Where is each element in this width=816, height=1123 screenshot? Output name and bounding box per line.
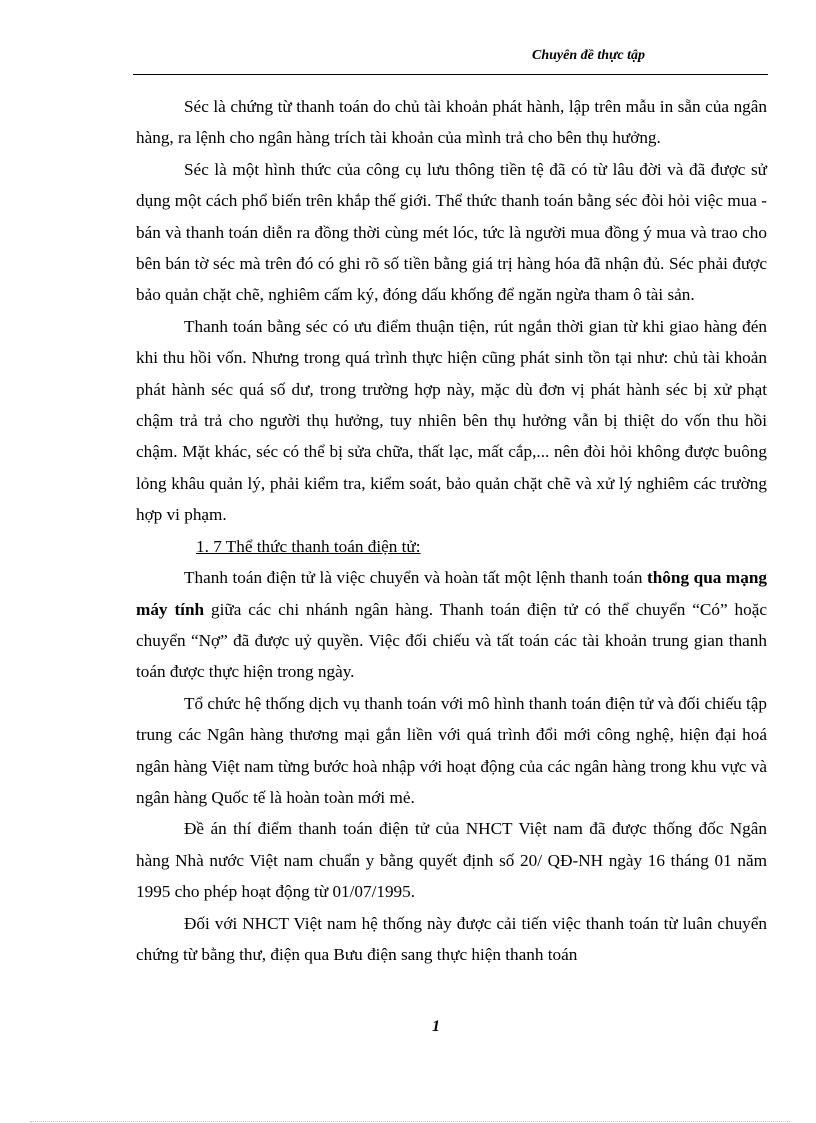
page-header: Chuyên đề thực tập — [532, 48, 646, 63]
text-segment: Thanh toán điện tử là việc chuyển và hoàn tất một lệnh thanh toán — [184, 568, 648, 588]
paragraph-cheque-definition: Séc là chứng từ thanh toán do chủ tài khoản phát hành, lập trên mẫu in sẵn của ngân hàng, ra lệnh cho ngân hàng trích tài khoản của mình trả cho bên thụ hưởng. — [136, 97, 767, 148]
section-heading — [136, 531, 767, 562]
paragraph-cheque-pros-cons: Thanh toán bằng séc có ưu điểm thuận tiện, rút ngắn thời gian từ khi giao hàng đén khi thu hồi vốn. Nhưng trong quá trình thực hiện cũng phát sinh tồn tại như: chủ tài khoản phát hành séc quá số dư, trong trường hợp này, mặc dù đơn vị phát hành séc bị xử phạt chậm trả trả cho người thụ hưởng, tuy nhiên bên thụ hưởng vẫn bị thiệt do vốn thu hồi chậm. Mặt khác, séc có thể bị sửa chữa, thất lạc, mất cắp,... nên đòi hỏi không được buông lỏng khâu quản lý, phải kiểm tra, kiểm soát, bảo quản chặt chẽ và xử lý nghiêm các trường hợp vi phạm. — [136, 316, 767, 525]
page-bottom-edge — [30, 1121, 790, 1122]
header-rule — [133, 74, 768, 75]
page-number: 1 — [432, 1018, 440, 1035]
bold-phrase: thông qua mạng máy tính — [136, 568, 767, 619]
paragraph-electronic-nhct: Đối với NHCT Việt nam hệ thống này được cải tiến việc thanh toán từ luân chuyển chứng từ bằng thư, điện qua Bưu điện sang thực hiện thanh toán — [136, 913, 767, 964]
document-body — [136, 91, 767, 970]
paragraph-cheque-usage: Séc là một hình thức của công cụ lưu thông tiền tệ đã có từ lâu đời và đã được sử dụng một cách phổ biến trên khắp thế giới. Thể thức thanh toán bằng séc đòi hỏi việc mua - bán và thanh toán diễn ra đồng thời cùng mét lóc, tức là người mua đồng ý mua và trao cho bên bán tờ séc mà trên đó có ghi rõ số tiền bằng giá trị hàng hóa đã nhận đủ. Séc phải được bảo quản chặt chẽ, nghiêm cấm ký, đóng dấu khống để ngăn ngừa tham ô tài sản. — [136, 159, 767, 305]
paragraph-electronic-system: Tổ chức hệ thống dịch vụ thanh toán với mô hình thanh toán điện tử và đối chiếu tập trung các Ngân hàng thương mại gắn liền với quá trình đổi mới công nghệ, hiện đại hoá ngân hàng Việt nam từng bước hoà nhập với hoạt động của các ngân hàng trong khu vực và ngân hàng Quốc tế là hoàn toàn mới mẻ. — [136, 693, 767, 807]
text-segment: giữa các chi nhánh ngân hàng. Thanh toán điện tử có thể chuyển “Có” hoặc chuyển “Nợ” đã được uỷ quyền. Việc đối chiếu và tất toán các tài khoản trung gian thanh toán được thực hiện trong ngày. — [136, 599, 767, 682]
paragraph-electronic-pilot: Đề án thí điểm thanh toán điện tử của NHCT Việt nam đã được thống đốc Ngân hàng Nhà nước Việt nam chuẩn y bằng quyết định số 20/ QĐ-NH ngày 16 tháng 01 năm 1995 cho phép hoạt động từ 01/07/1995. — [136, 819, 767, 902]
section-heading-text: 1. 7 Thể thức thanh toán điện tử: — [196, 536, 421, 556]
paragraph-electronic-definition — [136, 562, 767, 688]
